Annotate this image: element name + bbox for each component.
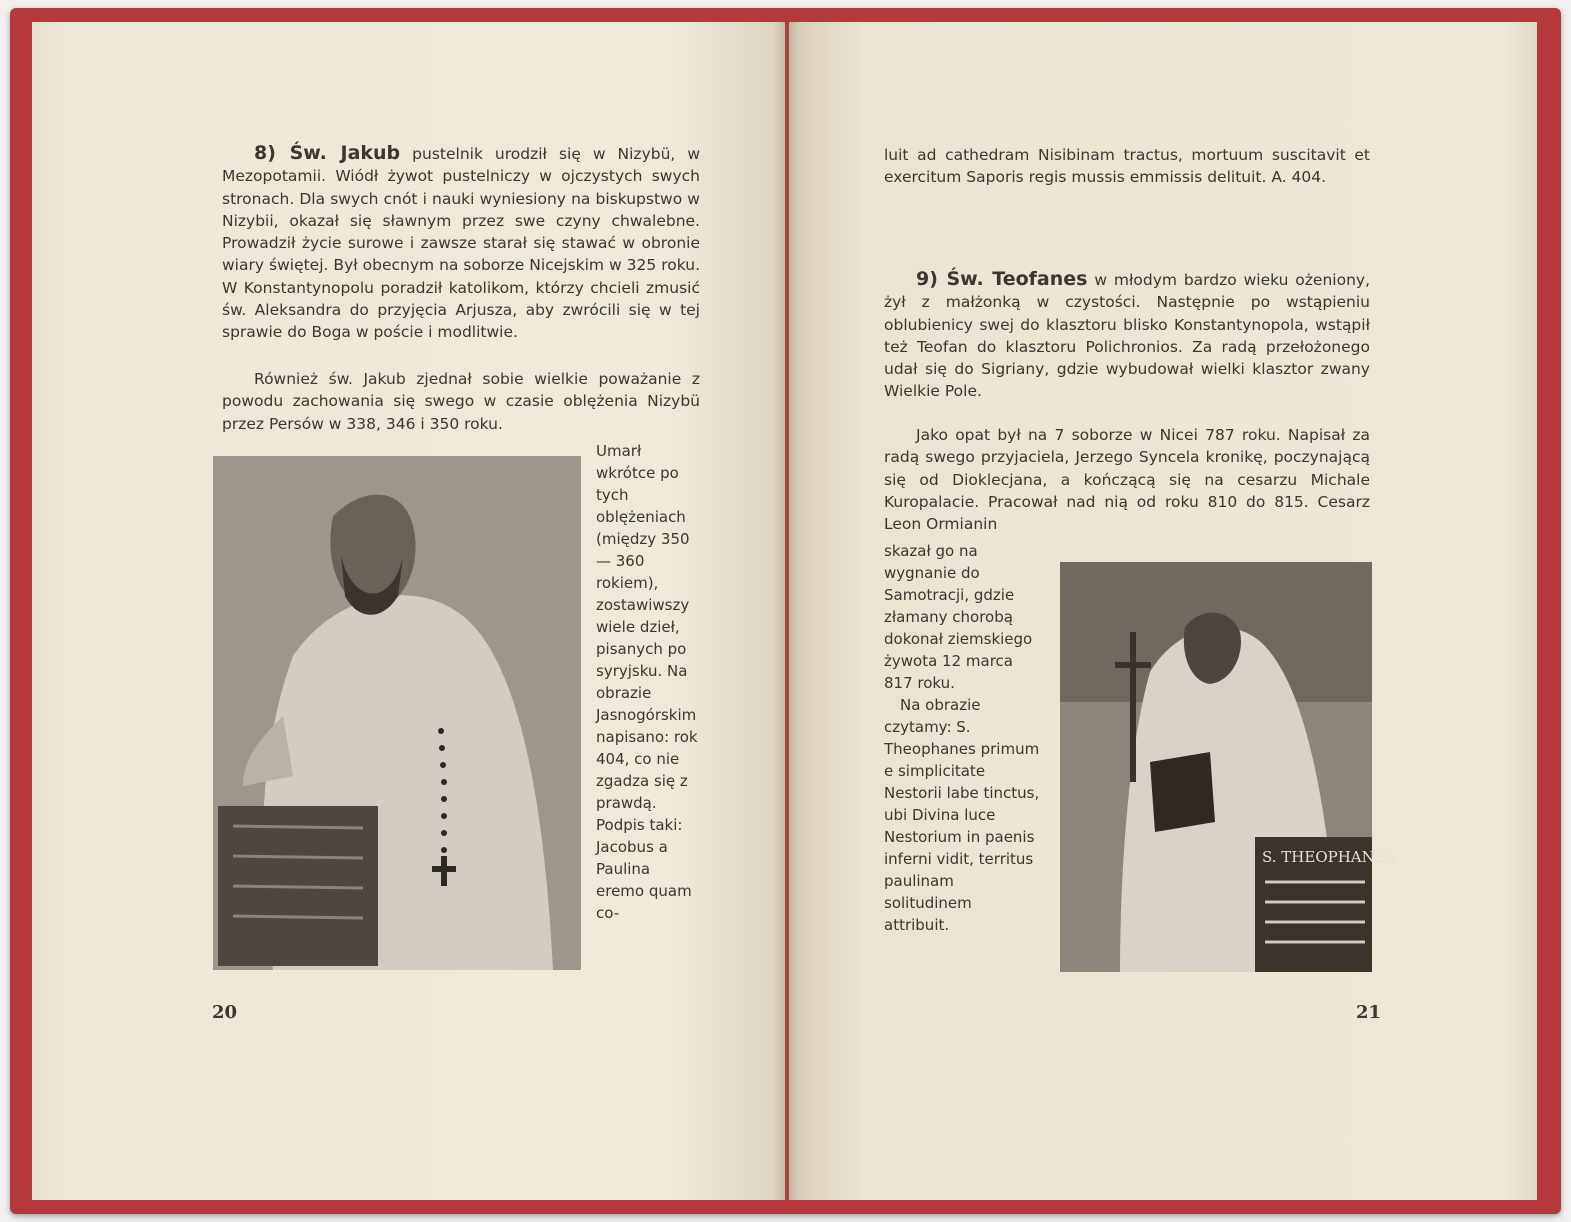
- illustration-st-teofanes: [1060, 562, 1396, 972]
- right-para-2-text: Jako opat był na 7 soborze w Nicei 787 roku. Napisał za radą swego przyjaciela, Jerzego Syncela kronikę, poczynającą się od Dioklecjana, a kończącą się na cesarzu Michale Kuropalacie. Pracował nad nią od roku 810 do 815. Cesarz Leon Ormianin: [884, 426, 1370, 534]
- left-side-column: [596, 440, 698, 924]
- left-para-2-text: Również św. Jakub zjednał sobie wielkie poważanie z powodu zachowania się swego w czasie oblężenia Nizybü przez Persów w 338, 346 i 350 roku.: [222, 370, 700, 433]
- right-para-1-text: w młodym bardzo wieku ożeniony, żył z małżonką w czystości. Następnie po wstąpieniu oblubienicy swej do klasztoru blisko Konstantynopola, wstąpił też Teofan do klasztoru Polichronios. Za radą przełożonego udał się do Sigriany, gdzie wybudował wielki klasztor zwany Wielkie Pole.: [884, 271, 1370, 401]
- right-side-column: [884, 540, 1040, 936]
- illustration-st-jakub: [213, 456, 581, 970]
- hermit-portrait-icon: [213, 456, 581, 970]
- left-side-column-text: Umarł wkrótce po tych oblężeniach (między 350 — 360 rokiem), zostawiwszy wiele dzieł, pisanych po syryjsku. Na obrazie Jasnogórskim napisano: rok 404, co nie zgadza się z prawdą.: [596, 442, 698, 812]
- left-para-1: [222, 142, 700, 344]
- heading-st-jakub: 8) Św. Jakub: [254, 142, 401, 164]
- left-para-2: [222, 368, 700, 435]
- monk-writing-portrait-icon: [1060, 562, 1396, 972]
- right-para-1: [884, 268, 1370, 403]
- left-para-1-text: pustelnik urodził się w Nizybü, w Mezopotamii. Wiódł żywot pustelniczy w ojczystych swych stronach. Dla swych cnót i nauki wyniesiony na biskupstwo w Nizybii, okazał się sławnym przez swe czyny chwalebne. Prowadził życie surowe i zawsze starał się stawać w obronie wiary świętej. Był obecnym na soborze Nicejskim w 325 roku. W Konstantynopolu poradził katolikom, którzy chcieli zmusić św. Aleksandra do przyjęcia Arjusza, aby zwrócili się w tej sprawie do Boga w poście i modlitwie.: [222, 145, 700, 342]
- page-gutter: [773, 22, 801, 1200]
- right-latin-continuation: luit ad cathedram Nisibinam tractus, mortuum suscitavit et exercitum Saporis regis mussis emmissis delituit. A. 404.: [884, 146, 1370, 187]
- painting-inscription: S. THEOPHANES: [1262, 848, 1396, 866]
- right-side-column-text-2: Na obrazie czytamy: S. Theophanes primum e simplicitate Nestorii labe tinctus, ubi Divina luce Nestorium in paenis inferni vidit, territus paulinam solitudinem attribuit.: [884, 696, 1040, 934]
- heading-st-teofanes: 9) Św. Teofanes: [916, 268, 1088, 290]
- left-side-column-text-2: Podpis taki: Jacobus a Paulina eremo quam co-: [596, 816, 692, 922]
- right-para-2: [884, 424, 1370, 535]
- page-number-right: 21: [1356, 1002, 1382, 1023]
- page-number-left: 20: [212, 1002, 238, 1023]
- right-side-column-text: skazał go na wygnanie do Samotracji, gdzie złamany chorobą dokonał ziemskiego żywota 12 marca 817 roku.: [884, 542, 1033, 692]
